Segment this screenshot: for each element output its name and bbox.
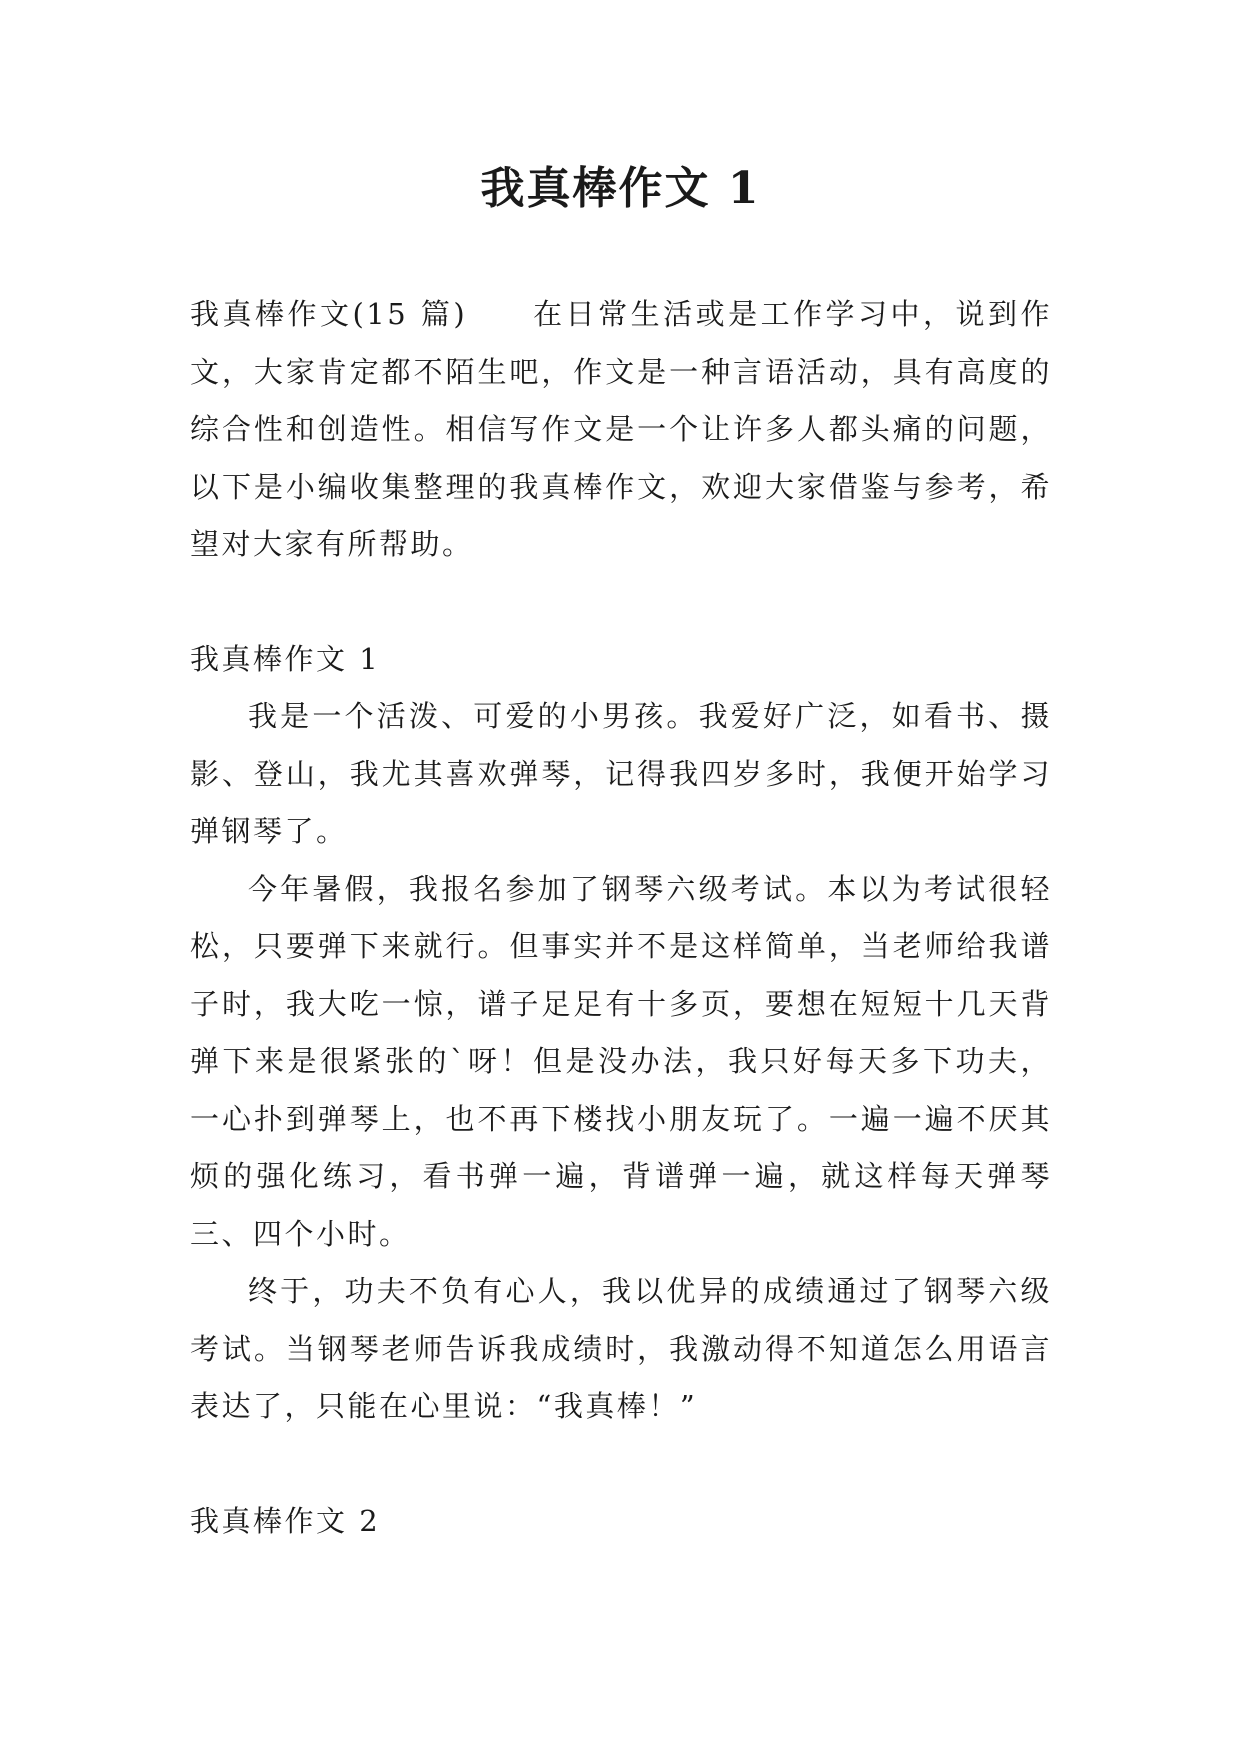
section-spacer: [190, 1436, 1052, 1493]
section-spacer: [190, 574, 1052, 631]
document-title: 我真棒作文 1: [480, 163, 761, 214]
section-1-paragraph-3: 终于，功夫不负有心人，我以优异的成绩通过了钢琴六级考试。当钢琴老师告诉我成绩时，我激动得不知道怎么用语言表达了，只能在心里说：“我真棒！”: [190, 1274, 1052, 1423]
section-1-paragraph-2: 今年暑假，我报名参加了钢琴六级考试。本以为考试很轻松，只要弹下来就行。但事实并不是这样简单，当老师给我谱子时，我大吃一惊，谱子足足有十多页，要想在短短十几天背弹下来是很紧张的`呀！但是没办法，我只好每天多下功夫，一心扑到弹琴上，也不再下楼找小朋友玩了。一遍一遍不厌其烦的强化练习，看书弹一遍，背谱弹一遍，就这样每天弹琴三、四个小时。: [190, 871, 1052, 1251]
section-1-paragraph-1: 我是一个活泼、可爱的小男孩。我爱好广泛，如看书、摄影、登山，我尤其喜欢弹琴，记得我四岁多时，我便开始学习弹钢琴了。: [190, 699, 1052, 848]
section-heading-1: 我真棒作文 1: [190, 641, 381, 676]
intro-paragraph: 我真棒作文(15 篇) 在日常生活或是工作学习中，说到作文，大家肯定都不陌生吧，作文是一种言语活动，具有高度的综合性和创造性。相信写作文是一个让许多人都头痛的问题，以下是小编收集整理的我真棒作文，欢迎大家借鉴与参考，希望对大家有所帮助。: [190, 297, 1052, 561]
document-body: [190, 286, 1052, 1550]
section-heading-2: 我真棒作文 2: [190, 1503, 381, 1538]
